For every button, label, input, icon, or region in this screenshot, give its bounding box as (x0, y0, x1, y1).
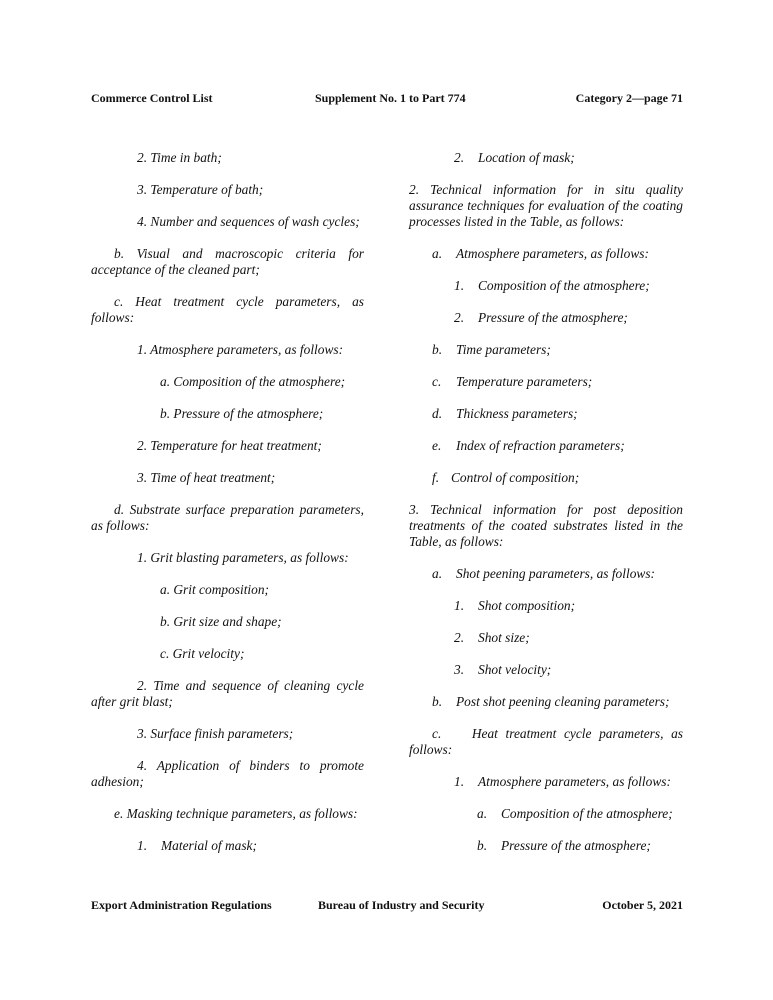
footer-right: October 5, 2021 (602, 898, 683, 912)
header-left: Commerce Control List (91, 91, 213, 105)
paragraph: 3. Time of heat treatment; (137, 470, 276, 485)
item-text: Post shot peening cleaning parameters; (456, 694, 670, 709)
list-marker: 2. (454, 310, 465, 325)
paragraph: e. Masking technique parameters, as follows: (114, 806, 358, 821)
item-text: Shot size; (478, 630, 530, 645)
list-marker: b. (477, 838, 488, 853)
header-center: Supplement No. 1 to Part 774 (315, 91, 466, 105)
paragraph (432, 438, 625, 454)
list-marker: c. (432, 374, 442, 389)
item-text: Shot peening parameters, as follows: (456, 566, 655, 581)
paragraph (454, 630, 530, 646)
paragraph (432, 694, 669, 710)
paragraph (432, 470, 579, 486)
paragraph: 3. Temperature of bath; (137, 182, 264, 197)
paragraph (432, 374, 592, 390)
paragraph: b. Visual and macroscopic criteria for acceptance of the cleaned part; (91, 246, 364, 277)
item-text: Atmosphere parameters, as follows: (478, 774, 671, 789)
paragraph: 1. Grit blasting parameters, as follows: (137, 550, 349, 565)
paragraph (477, 806, 673, 822)
item-text: Control of composition; (451, 470, 580, 485)
paragraph: 2. Temperature for heat treatment; (137, 438, 322, 453)
paragraph (137, 838, 257, 854)
list-marker: 1. (137, 838, 148, 853)
paragraph (454, 598, 575, 614)
item-text: Temperature parameters; (456, 374, 593, 389)
list-marker: c. (432, 726, 442, 741)
paragraph: 4. Application of binders to promote adhesion; (91, 758, 364, 789)
paragraph: 3. Technical information for post deposition treatments of the coated substrates listed in the Table, as follows: (409, 502, 683, 549)
list-marker: e. (432, 438, 442, 453)
item-text: Atmosphere parameters, as follows: (456, 246, 649, 261)
paragraph (477, 838, 651, 854)
paragraph: b. Grit size and shape; (160, 614, 282, 629)
paragraph: 4. Number and sequences of wash cycles; (137, 214, 360, 229)
item-text: Composition of the atmosphere; (501, 806, 673, 821)
paragraph (454, 774, 671, 790)
list-marker: a. (477, 806, 488, 821)
paragraph: 2. Technical information for in situ quality assurance techniques for evaluation of the coating processes listed in the Table, as follows: (409, 182, 683, 229)
paragraph: 2. Time and sequence of cleaning cycle after grit blast; (91, 678, 364, 709)
paragraph (454, 662, 551, 678)
item-text: Time parameters; (456, 342, 551, 357)
item-text: Material of mask; (161, 838, 257, 853)
paragraph: a. Composition of the atmosphere; (160, 374, 346, 389)
list-marker: a. (432, 246, 443, 261)
paragraph: a. Grit composition; (160, 582, 269, 597)
item-text: Composition of the atmosphere; (478, 278, 650, 293)
paragraph: 2. Time in bath; (137, 150, 222, 165)
paragraph: c. Heat treatment cycle parameters, as follows: (91, 294, 364, 325)
paragraph (432, 342, 551, 358)
paragraph (432, 406, 578, 422)
paragraph (432, 246, 649, 262)
item-text: Heat treatment cycle parameters, as follows: (409, 726, 683, 757)
header-right: Category 2—page 71 (575, 91, 683, 105)
paragraph (409, 726, 683, 758)
list-marker: f. (432, 470, 440, 485)
item-text: Location of mask; (478, 150, 575, 165)
item-text: Thickness parameters; (456, 406, 578, 421)
item-text: Shot velocity; (478, 662, 552, 677)
list-marker: 3. (454, 662, 465, 677)
paragraph: 3. Surface finish parameters; (137, 726, 294, 741)
list-marker: b. (432, 694, 443, 709)
paragraph: d. Substrate surface preparation parameters, as follows: (91, 502, 364, 533)
paragraph: 1. Atmosphere parameters, as follows: (137, 342, 344, 357)
paragraph (454, 150, 575, 166)
list-marker: d. (432, 406, 443, 421)
list-marker: 2. (454, 630, 465, 645)
footer-center: Bureau of Industry and Security (318, 898, 485, 912)
list-marker: b. (432, 342, 443, 357)
item-text: Pressure of the atmosphere; (501, 838, 651, 853)
list-marker: 1. (454, 774, 465, 789)
list-marker: 1. (454, 598, 465, 613)
paragraph: b. Pressure of the atmosphere; (160, 406, 324, 421)
item-text: Pressure of the atmosphere; (478, 310, 628, 325)
item-text: Index of refraction parameters; (456, 438, 625, 453)
item-text: Shot composition; (478, 598, 576, 613)
list-marker: a. (432, 566, 443, 581)
paragraph (432, 566, 655, 582)
list-marker: 2. (454, 150, 465, 165)
paragraph (454, 278, 650, 294)
paragraph (454, 310, 628, 326)
footer-left: Export Administration Regulations (91, 898, 272, 912)
paragraph: c. Grit velocity; (160, 646, 245, 661)
list-marker: 1. (454, 278, 465, 293)
